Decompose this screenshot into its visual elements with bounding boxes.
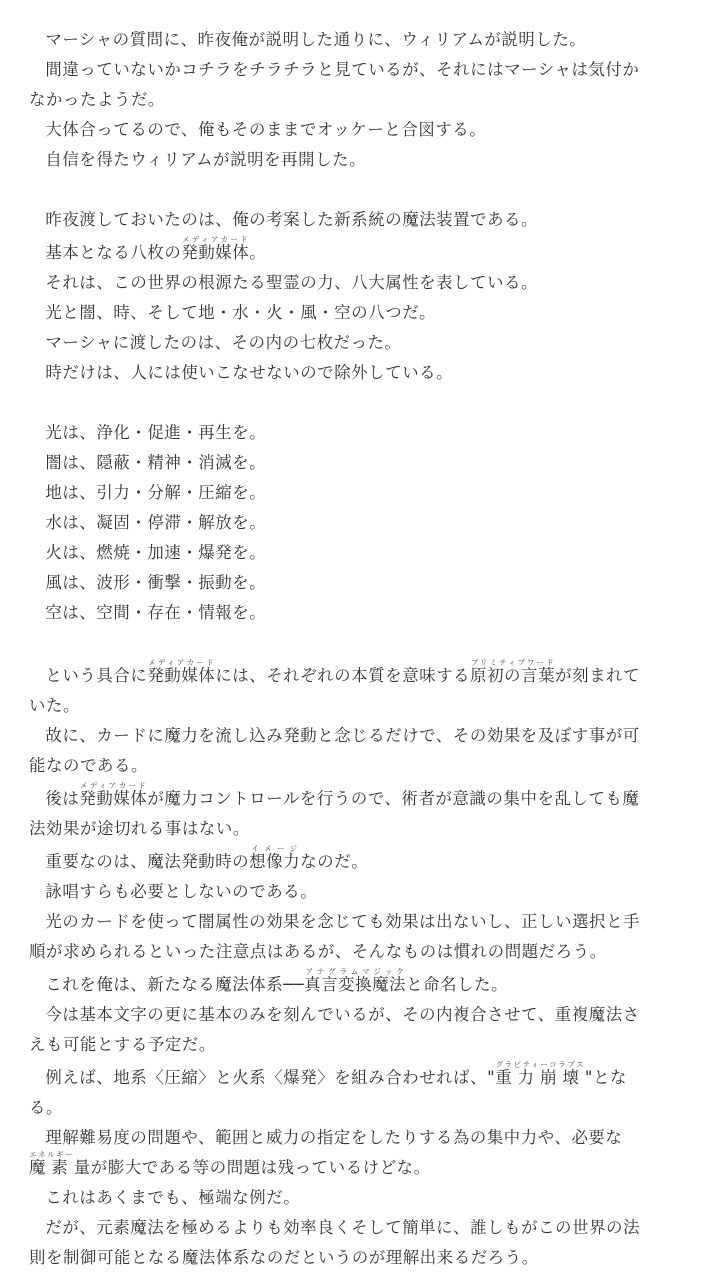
text-segment: 自信を得たウィリアムが説明を再開した。	[45, 150, 367, 169]
text-segment: 水は、凝固・停滞・解放を。	[45, 513, 267, 532]
text-segment: 間違っていないかコチラをチラチラと見ているが、それにはマーシャは気付かなかったようだ。	[29, 60, 640, 109]
text-segment: マーシャに渡したのは、その内の七枚だった。	[45, 333, 402, 352]
text-segment: 光のカードを使って闇属性の効果を念じても効果は出ないし、正しい選択と手順が求められるといった注意点はあるが、そんなものは慣れの問題だろう。	[29, 912, 641, 961]
text-segment: 昨夜渡しておいたのは、俺の考案した新系統の魔法装置である。	[45, 210, 539, 229]
ruby-annotation: エネルギー	[29, 1150, 74, 1159]
paragraph	[29, 1000, 655, 1060]
text-segment: 重要なのは、魔法発動時の	[45, 852, 250, 871]
ruby-base: 原初の言葉	[470, 666, 556, 685]
paragraph	[29, 235, 655, 268]
ruby-term	[304, 967, 407, 994]
paragraph	[29, 1060, 655, 1123]
text-segment: 基本となる八枚の	[45, 243, 182, 262]
ruby-term	[249, 844, 301, 871]
paragraph	[29, 568, 655, 598]
text-segment: 後は	[45, 789, 80, 808]
paragraph	[29, 781, 655, 844]
text-segment: 今は基本文字の更に基本のみを刻んでいるが、その内複合させて、重複魔法さえも可能とする予定だ。	[29, 1005, 640, 1054]
text-segment: だが、元素魔法を極めるよりも効率良くそして簡単に、誰しもがこの世界の法則を制御可能となる魔法体系なのだというのが理解出来るだろう。	[29, 1218, 641, 1267]
paragraph	[29, 298, 655, 328]
ruby-base: 発動媒体	[79, 789, 148, 808]
paragraph	[29, 598, 655, 628]
text-segment: これはあくまでも、極端な例だ。	[45, 1188, 301, 1207]
text-segment: 故に、カードに魔力を流し込み発動と念じるだけで、その効果を及ぼす事が可能なのである。	[29, 726, 640, 775]
paragraph	[29, 1183, 655, 1213]
text-segment: 空は、空間・存在・情報を。	[45, 603, 267, 622]
ruby-term	[181, 235, 250, 262]
text-segment: が魔力コントロールを行うので、術者が意識の集中を乱しても魔法効果が途切れる事はない。	[29, 789, 640, 838]
ruby-term	[470, 658, 556, 685]
ruby-term	[79, 781, 148, 808]
paragraph	[29, 1213, 655, 1273]
text-segment: マーシャの質問に、昨夜俺が説明した通りに、ウィリアムが説明した。	[45, 30, 587, 49]
text-segment: 闇は、隠蔽・精神・消滅を。	[45, 453, 267, 472]
ruby-base: 想像力	[249, 852, 301, 871]
ruby-term	[29, 1150, 74, 1177]
blank-line	[29, 388, 655, 418]
text-segment: 地は、引力・分解・圧縮を。	[45, 483, 267, 502]
ruby-base: 重力崩壊	[495, 1068, 585, 1087]
ruby-annotation: メディアカード	[147, 658, 216, 667]
text-segment: "となる。	[29, 1068, 627, 1117]
ruby-annotation: プリミティブワード	[470, 658, 556, 667]
text-segment: 火は、燃焼・加速・爆発を。	[45, 543, 267, 562]
text-segment: 量が膨大である等の問題は残っているけどな。	[73, 1158, 431, 1177]
text-segment: それは、この世界の根源たる聖霊の力、八大属性を表している。	[45, 273, 539, 292]
paragraph	[29, 538, 655, 568]
text-segment: 詠唱すらも必要としないのである。	[45, 882, 318, 901]
paragraph	[29, 268, 655, 298]
ruby-annotation: メディアカード	[181, 235, 250, 244]
paragraph	[29, 907, 655, 967]
ruby-term	[495, 1060, 585, 1087]
text-segment: なのだ。	[300, 852, 369, 871]
paragraph	[29, 55, 655, 115]
paragraph	[29, 877, 655, 907]
paragraph	[29, 844, 655, 877]
text-segment: これを俺は、新たなる魔法体系──	[45, 975, 305, 994]
text-segment: 例えば、地系〈圧縮〉と火系〈爆発〉を組み合わせれば、"	[45, 1068, 496, 1087]
ruby-base: 魔素	[29, 1158, 74, 1177]
paragraph	[29, 205, 655, 235]
paragraph	[29, 508, 655, 538]
text-segment: 。	[249, 243, 267, 262]
text-segment: が刻まれていた。	[29, 666, 641, 715]
paragraph	[29, 1123, 655, 1183]
paragraph	[29, 25, 655, 55]
text-segment: 風は、波形・衝撃・振動を。	[45, 573, 267, 592]
text-segment: という具合に	[45, 666, 148, 685]
paragraph	[29, 358, 655, 388]
ruby-annotation: メディアカード	[79, 781, 148, 790]
ruby-annotation: イメージ	[249, 844, 301, 853]
paragraph	[29, 478, 655, 508]
blank-line	[29, 628, 655, 658]
ruby-term	[147, 658, 216, 685]
paragraph	[29, 721, 655, 781]
text-segment: 光と闇、時、そして地・水・火・風・空の八つだ。	[45, 303, 437, 322]
text-segment: には、それぞれの本質を意味する	[215, 666, 471, 685]
ruby-base: 発動媒体	[147, 666, 216, 685]
text-segment: 理解難易度の問題や、範囲と威力の指定をしたりする為の集中力や、必要な	[45, 1128, 623, 1147]
blank-line	[29, 175, 655, 205]
ruby-annotation: アナグラムマジック	[304, 967, 407, 976]
paragraph	[29, 418, 655, 448]
ruby-base: 発動媒体	[181, 243, 250, 262]
text-segment: 大体合ってるので、俺もそのままでオッケーと合図する。	[45, 120, 487, 139]
paragraph	[29, 448, 655, 478]
ruby-base: 真言変換魔法	[304, 975, 407, 994]
paragraph	[29, 328, 655, 358]
text-segment: と命名した。	[406, 975, 509, 994]
paragraph	[29, 967, 655, 1000]
text-segment: 時だけは、人には使いこなせないので除外している。	[45, 363, 454, 382]
paragraph	[29, 145, 655, 175]
paragraph	[29, 658, 655, 721]
text-segment: 光は、浄化・促進・再生を。	[45, 423, 267, 442]
paragraph	[29, 115, 655, 145]
ruby-annotation: グラビティーコラプス	[495, 1060, 585, 1069]
body-text	[29, 25, 655, 1273]
